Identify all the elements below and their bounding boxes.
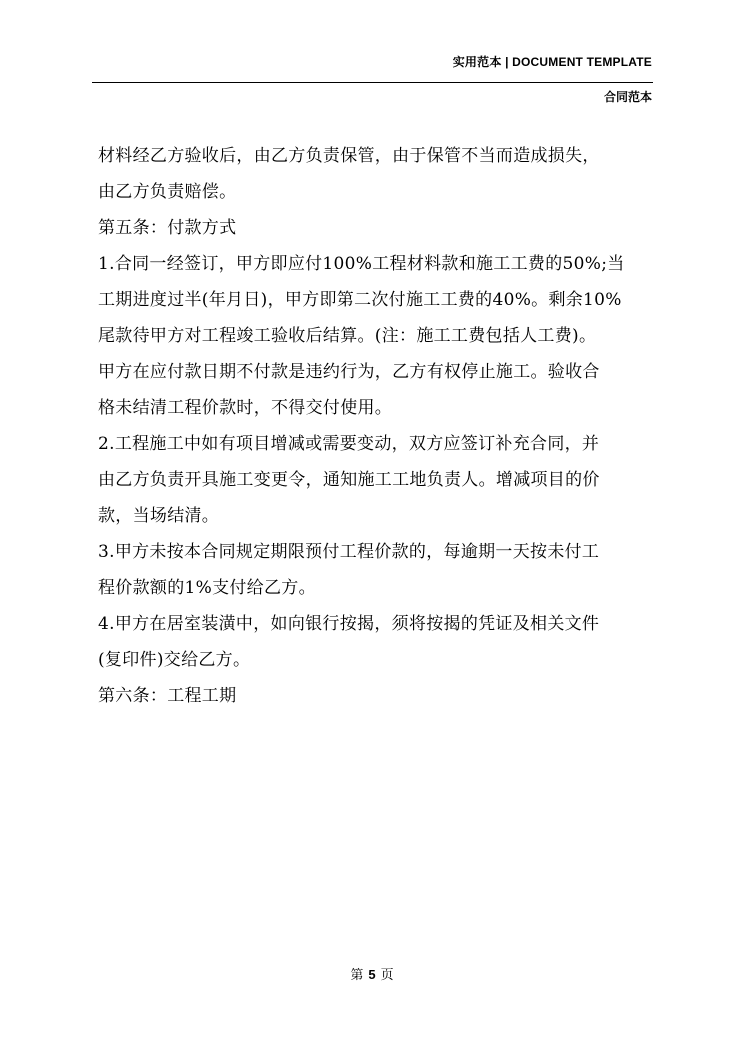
- header-title: 实用范本 | DOCUMENT TEMPLATE: [452, 55, 652, 69]
- body-line: 3.甲方未按本合同规定期限预付工程价款的，每逾期一天按未付工: [98, 542, 600, 562]
- page-number: 5: [368, 967, 376, 982]
- document-body: [98, 138, 658, 714]
- body-line: 尾款待甲方对工程竣工验收后结算。(注：施工工费包括人工费)。: [98, 326, 597, 346]
- section-heading: 第六条：工程工期: [98, 686, 237, 706]
- body-line: 款，当场结清。: [98, 506, 220, 526]
- body-line: 由乙方负责开具施工变更令，通知施工工地负责人。增减项目的价: [98, 470, 600, 490]
- body-line: 材料经乙方验收后，由乙方负责保管，由于保管不当而造成损失，: [98, 146, 600, 166]
- section-heading: 第五条：付款方式: [98, 218, 237, 238]
- body-line: 程价款额的1%支付给乙方。: [98, 578, 316, 598]
- page-suffix: 页: [380, 968, 394, 983]
- body-line: 由乙方负责赔偿。: [98, 182, 237, 202]
- body-line: 2.工程施工中如有项目增减或需要变动，双方应签订补充合同，并: [98, 434, 600, 454]
- page-prefix: 第: [350, 968, 364, 983]
- body-line: 工期进度过半(年月日)，甲方即第二次付施工工费的40%。剩余10%: [98, 290, 622, 310]
- header-subtitle: 合同范本: [603, 90, 652, 104]
- body-line: 1.合同一经签订，甲方即应付100%工程材料款和施工工费的50%;当: [98, 254, 625, 274]
- page-footer: [0, 964, 744, 983]
- body-line: 格未结清工程价款时，不得交付使用。: [98, 398, 393, 418]
- header-divider: [92, 82, 653, 83]
- body-line: 4.甲方在居室装潢中，如向银行按揭，须将按揭的凭证及相关文件: [98, 614, 600, 634]
- body-line: 甲方在应付款日期不付款是违约行为，乙方有权停止施工。验收合: [98, 362, 600, 382]
- body-line: (复印件)交给乙方。: [98, 650, 251, 670]
